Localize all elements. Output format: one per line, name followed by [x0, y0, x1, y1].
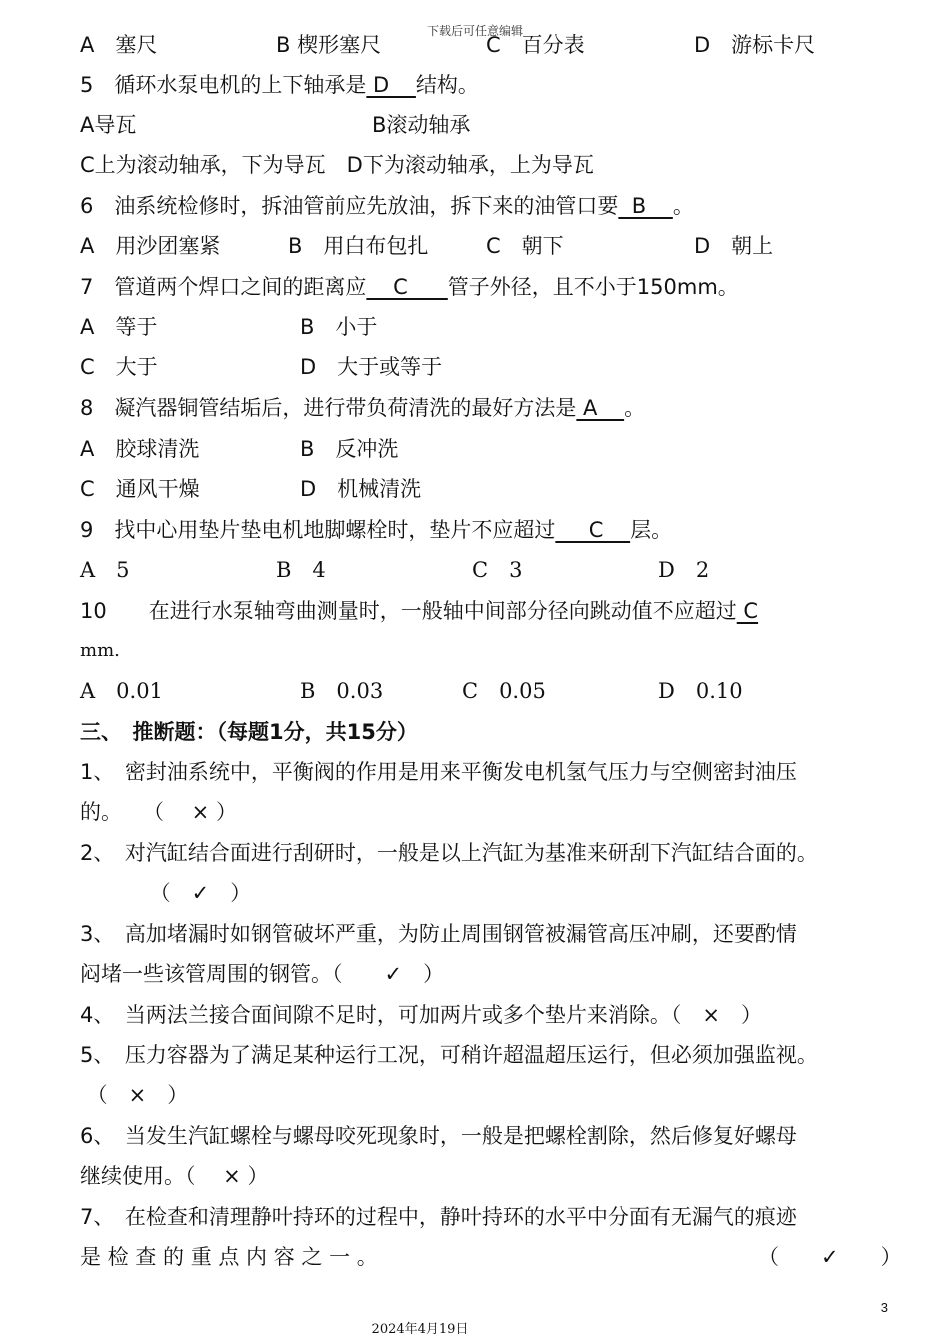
q9-option-c: C 3 [472, 558, 523, 582]
q8-option-b: B 反冲洗 [300, 437, 399, 461]
q5-option-b: B滚动轴承 [372, 113, 471, 137]
q7-option-d: D 大于或等于 [300, 355, 443, 379]
q7-answer: C [366, 275, 448, 299]
judgment-7-line2: 是 检 查 的 重 点 内 容 之 一 。 [80, 1245, 378, 1269]
q5-answer: D [366, 73, 416, 97]
judgment-5-line2: （ × ） [80, 1083, 189, 1107]
q8-suffix: 。 [624, 396, 646, 420]
judgment-3-line2: 闷堵一些该管周围的钢管。（ ✓ ） [80, 962, 445, 986]
judgment-1-line1: 1、 密封油系统中，平衡阀的作用是用来平衡发电机氢气压力与空侧密封油压 [80, 760, 797, 784]
q8-answer: A [576, 396, 625, 420]
judgment-7-line1: 7、 在检查和清理静叶持环的过程中，静叶持环的水平中分面有无漏气的痕迹 [80, 1205, 797, 1229]
judgment-6-line1: 6、 当发生汽缸螺栓与螺母咬死现象时，一般是把螺栓割除，然后修复好螺母 [80, 1124, 797, 1148]
q5-suffix: 结构。 [415, 73, 479, 97]
q10-option-b: B 0.03 [300, 679, 384, 703]
q8-text: 8 凝汽器铜管结垢后，进行带负荷清洗的最好方法是 [80, 396, 577, 420]
judgment-5-line1: 5、 压力容器为了满足某种运行工况，可稍许超温超压运行，但必须加强监视。 [80, 1043, 818, 1067]
q9-text: 9 找中心用垫片垫电机地脚螺栓时，垫片不应超过 [80, 518, 556, 542]
judgment-6-line2: 继续使用。（ × ） [80, 1164, 269, 1188]
q6-suffix: 。 [672, 194, 694, 218]
q4-option-b: B 楔形塞尺 [276, 33, 382, 57]
q6-option-a: A 用沙团塞紧 [80, 234, 221, 258]
q9-option-b: B 4 [276, 558, 326, 582]
section-3-title: 三、 推断题：（每题1分，共15分） [80, 720, 418, 744]
q7-suffix: 管子外径，且不小于150mm。 [447, 275, 739, 299]
q9-option-d: D 2 [658, 558, 710, 582]
q7-option-b: B 小于 [300, 315, 378, 339]
q10-option-d: D 0.10 [658, 679, 743, 703]
q4-option-d: D 游标卡尺 [694, 33, 816, 57]
q9-answer: C [555, 518, 631, 542]
q6-option-b: B 用白布包扎 [288, 234, 429, 258]
q6-option-c: C 朝下 [486, 234, 564, 258]
footer-date: 2024年4月19日 [371, 1322, 469, 1337]
question-6 [80, 191, 694, 221]
question-10 [80, 596, 758, 626]
judgment-7-mark: （ ✓ ） [758, 1245, 902, 1269]
q9-option-a: A 5 [80, 558, 130, 582]
q8-option-c: C 通风干燥 [80, 477, 200, 501]
judgment-2-line2: （ ✓ ） [80, 881, 252, 905]
judgment-3-line1: 3、 高加堵漏时如钢管破坏严重，为防止周围钢管被漏管高压冲刷，还要酌情 [80, 922, 797, 946]
q10-unit: mm. [80, 640, 120, 661]
q8-option-a: A 胶球清洗 [80, 437, 200, 461]
q5-option-cd: C上为滚动轴承，下为导瓦 D下为滚动轴承，上为导瓦 [80, 153, 594, 177]
question-5 [80, 70, 479, 100]
q5-text: 5 循环水泵电机的上下轴承是 [80, 73, 367, 97]
q9-suffix: 层。 [630, 518, 673, 542]
q6-text: 6 油系统检修时，拆油管前应先放油，拆下来的油管口要 [80, 194, 619, 218]
q6-option-d: D 朝上 [694, 234, 774, 258]
q7-option-a: A 等于 [80, 315, 158, 339]
watermark-text: 下载后可任意编辑 [426, 24, 523, 38]
q7-text: 7 管道两个焊口之间的距离应 [80, 275, 367, 299]
q4-option-c: C 百分表 [486, 33, 585, 57]
q10-option-c: C 0.05 [462, 679, 546, 703]
q4-option-a: A 塞尺 [80, 33, 158, 57]
q5-option-a: A导瓦 [80, 113, 137, 137]
page-number: 3 [880, 1300, 888, 1315]
q10-text: 10 在进行水泵轴弯曲测量时，一般轴中间部分径向跳动值不应超过 [80, 599, 737, 623]
q10-option-a: A 0.01 [80, 679, 163, 703]
q8-option-d: D 机械清洗 [300, 477, 422, 501]
judgment-1-line2: 的。 （ × ） [80, 800, 237, 824]
question-9 [80, 515, 672, 545]
question-7 [80, 272, 739, 302]
judgment-4-line1: 4、 当两法兰接合面间隙不足时，可加两片或多个垫片来消除。（ × ） [80, 1003, 762, 1027]
judgment-2-line1: 2、 对汽缸结合面进行刮研时，一般是以上汽缸为基准来研刮下汽缸结合面的。 [80, 841, 818, 865]
q10-answer: C [736, 599, 759, 623]
question-8 [80, 393, 645, 423]
q7-option-c: C 大于 [80, 355, 158, 379]
q6-answer: B [618, 194, 673, 218]
